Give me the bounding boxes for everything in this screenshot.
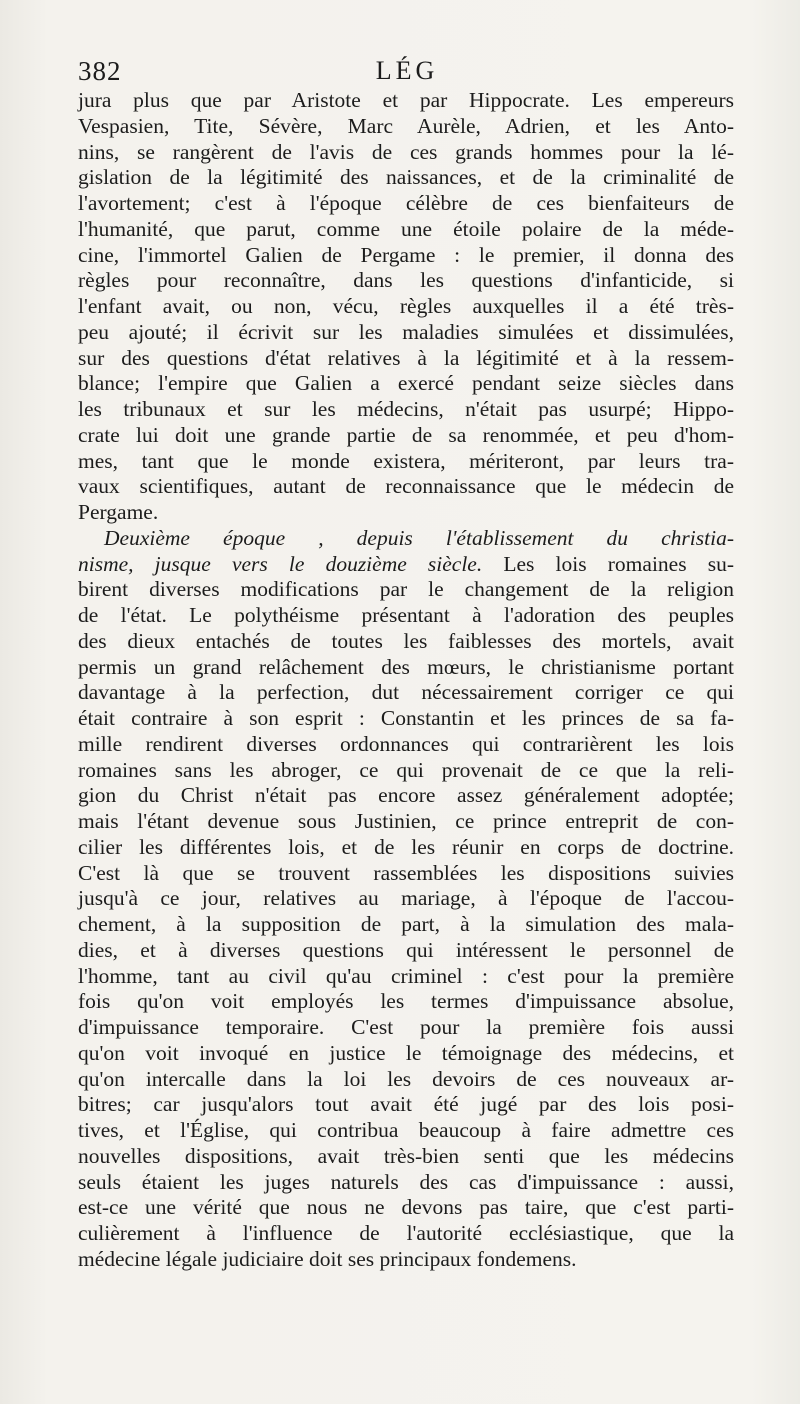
- text-line: gislation de la légitimité des naissances, et de la criminalité de: [78, 165, 734, 190]
- text-line: vaux scientifiques, autant de reconnaissance que le médecin de: [78, 474, 734, 499]
- text-line: jusqu'à ce jour, relatives au mariage, à l'époque de l'accou-: [78, 886, 734, 911]
- text-line: romaines sans les abroger, ce qui provenait de ce que la reli-: [78, 757, 734, 782]
- text-line: crate lui doit une grande partie de sa renommée, et peu d'hom-: [78, 422, 734, 447]
- text-line: qu'on voit invoqué en justice le témoignage des médecins, et: [78, 1040, 734, 1065]
- text-line: culièrement à l'influence de l'autorité ecclésiastique, que la: [78, 1221, 734, 1245]
- text-line: gion du Christ n'était pas encore assez généralement adoptée;: [78, 783, 734, 808]
- text-line: birent diverses modifications par le changement de la religion: [78, 577, 734, 602]
- section-heading: Deuxième époque , depuis l'établissement du christia-: [104, 525, 734, 550]
- text-line: règles pour reconnaître, dans les questions d'infanticide, si: [78, 268, 734, 293]
- paragraph-2: [78, 526, 734, 1273]
- text-line: des dieux entachés de toutes les faiblesses des mortels, avait: [78, 628, 734, 653]
- text-line: tives, et l'Église, qui contribua beaucoup à faire admettre ces: [78, 1118, 734, 1142]
- text-line: bitres; car jusqu'alors tout avait été jugé par des lois posi-: [78, 1092, 734, 1117]
- text-line: était contraire à son esprit : Constantin et les princes de sa fa-: [78, 706, 734, 730]
- text-line: Pergame.: [78, 500, 159, 524]
- text-line: l'avortement; c'est à l'époque célèbre de ces bienfaiteurs de: [78, 191, 734, 215]
- text-line: nins, se rangèrent de l'avis de ces grands hommes pour la lé-: [78, 139, 734, 164]
- text-line: seuls étaient les juges naturels des cas d'impuissance : aussi,: [78, 1169, 734, 1194]
- text-line: blance; l'empire que Galien a exercé pendant seize siècles dans: [78, 371, 734, 396]
- body-text: [78, 88, 734, 1273]
- text-line: les tribunaux et sur les médecins, n'était pas usurpé; Hippo-: [78, 397, 734, 421]
- text-line: qu'on intercalle dans la loi les devoirs de ces nouveaux ar-: [78, 1066, 734, 1091]
- text-line: peu ajouté; il écrivit sur les maladies simulées et dissimulées,: [78, 319, 734, 344]
- text-line: permis un grand relâchement des mœurs, le christianisme portant: [78, 654, 734, 679]
- text-line: Vespasien, Tite, Sévère, Marc Aurèle, Adrien, et les Anto-: [78, 113, 734, 138]
- text-line: C'est là que se trouvent rassemblées les dispositions suivies: [78, 860, 734, 885]
- page-header: [78, 56, 736, 90]
- page-number: 382: [78, 56, 122, 86]
- text-line: davantage à la perfection, dut nécessairement corriger ce qui: [78, 680, 734, 705]
- text-line: cilier les différentes lois, et de les réunir en corps de doctrine.: [78, 834, 734, 859]
- text-line: médecine légale judiciaire doit ses principaux fondemens.: [78, 1246, 577, 1271]
- paragraph-2-lines: [78, 577, 734, 1272]
- text-line: l'enfant avait, ou non, vécu, règles auxquelles il a été très-: [78, 294, 734, 318]
- running-head: LÉG: [375, 56, 439, 85]
- text-line: chement, à la supposition de part, à la simulation des mala-: [78, 912, 734, 936]
- text-line: l'humanité, que parut, comme une étoile polaire de la méde-: [78, 216, 734, 241]
- text-line: cine, l'immortel Galien de Pergame : le premier, il donna des: [78, 242, 734, 267]
- text-line: mes, tant que le monde existera, mériteront, par leurs tra-: [78, 448, 734, 473]
- text-line: l'homme, tant au civil qu'au criminel : c'est pour la première: [78, 963, 734, 988]
- section-heading-end: nisme, jusque vers le douzième siècle.: [78, 551, 483, 576]
- text-line: mais l'étant devenue sous Justinien, ce prince entreprit de con-: [78, 809, 734, 833]
- text-line: nouvelles dispositions, avait très-bien senti que les médecins: [78, 1143, 734, 1168]
- paragraph-1: [78, 88, 734, 526]
- text-line: jura plus que par Aristote et par Hippocrate. Les empereurs: [78, 88, 734, 112]
- text-line: nisme, jusque vers le douzième siècle. Les lois romaines su-: [78, 551, 734, 576]
- text-line: d'impuissance temporaire. C'est pour la première fois aussi: [78, 1015, 734, 1039]
- text-line: mille rendirent diverses ordonnances qui contrarièrent les lois: [78, 731, 734, 756]
- text-line: dies, et à diverses questions qui intéressent le personnel de: [78, 937, 734, 962]
- text-line: de l'état. Le polythéisme présentant à l'adoration des peuples: [78, 603, 734, 627]
- text-line: est-ce une vérité que nous ne devons pas taire, que c'est parti-: [78, 1195, 734, 1220]
- section-heading-line: [78, 526, 734, 552]
- text-line: fois qu'on voit employés les termes d'impuissance absolue,: [78, 989, 734, 1014]
- text-line: sur des questions d'état relatives à la légitimité et à la ressem-: [78, 345, 734, 370]
